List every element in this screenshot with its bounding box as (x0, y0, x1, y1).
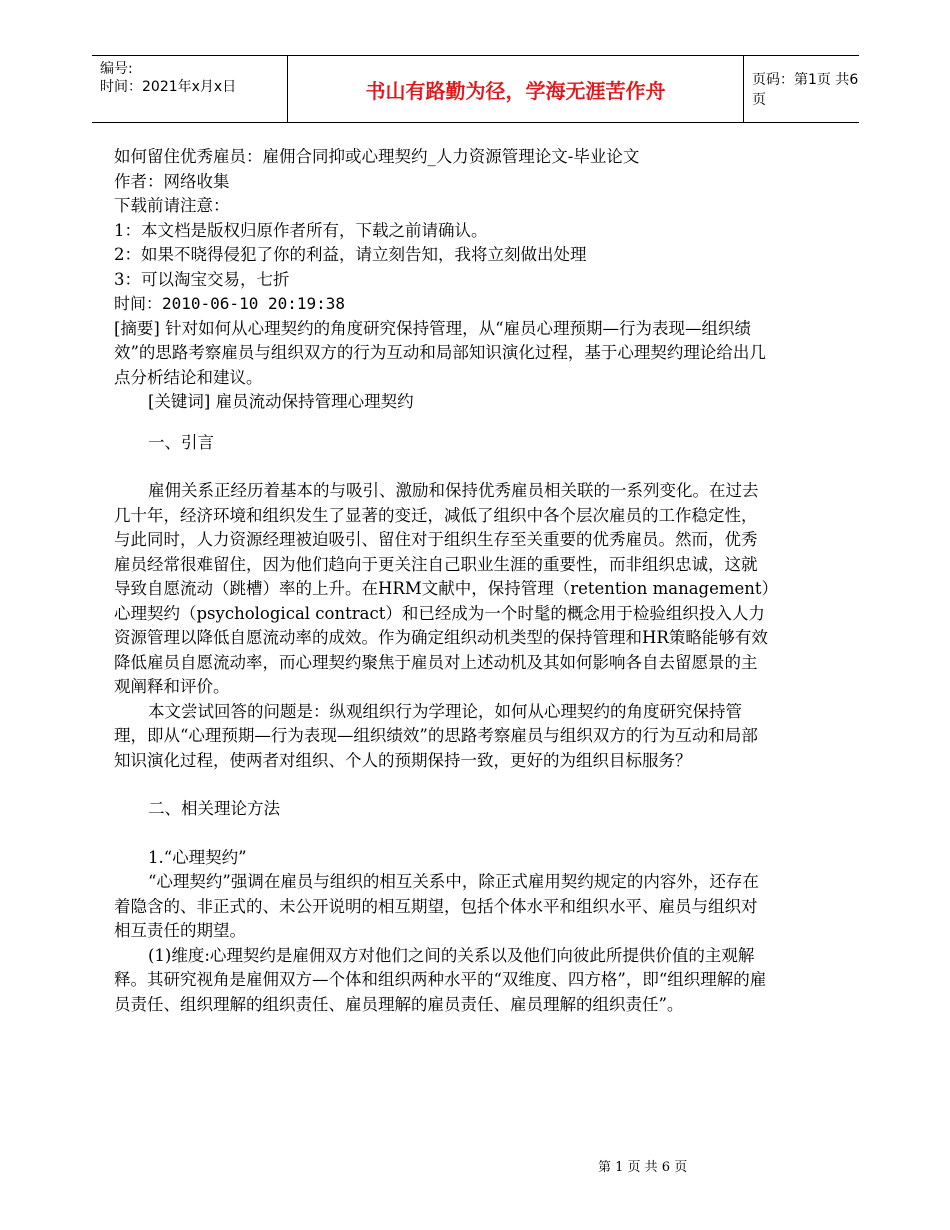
page-footer: 第 1 页 共 6 页 (598, 1160, 688, 1175)
page-label: 页码：第1页 共6页 (752, 72, 859, 108)
section-heading: 一、引言 (148, 432, 214, 452)
notice-item: 2：如果不晓得侵犯了你的利益，请立刻告知，我将立刻做出处理 (114, 245, 587, 264)
number-label: 编号: (100, 61, 133, 77)
motto: 书山有路勤为径，学海无涯苦作舟 (287, 56, 744, 122)
doc-title: 如何留住优秀雇员：雇佣合同抑或心理契约_人力资源管理论文-毕业论文 (114, 147, 640, 166)
abstract: [摘要] 针对如何从心理契约的角度研究保持管理，从“雇员心理预期—行为表现—组织绩效”的思路考察雇员与组织双方的行为互动和局部知识演化过程，基于心理契约理论给出几点分析结论和建议。 (114, 318, 766, 387)
paragraph: 雇佣关系正经历着基本的与吸引、激励和保持优秀雇员相关联的一系列变化。在过去几十年，经济环境和组织发生了显著的变迁，减低了组织中各个层次雇员的工作稳定性，与此同时，人力资源经理被迫吸引、留住对于组织生存至关重要的优秀雇员。然而，优秀雇员经常很难留住，因为他们趋向于更关注自己职业生涯的重要性，而非组织忠诚，这就导致自愿流动（跳槽）率的上升。在HRM文献中，保持管理（retention management）心理契约（psychological contract）和已经成为一个时髦的概念用于检验组织投入人力资源管理以降低自愿流动率的成效。作为确定组织动机类型的保持管理和HR策略能够有效降低雇员自愿流动率，而心理契约聚焦于雇员对上述动机及其如何影响各自去留愿景的主观阐释和评价。 (114, 481, 770, 696)
notice-item: 3：可以淘宝交易，七折 (114, 269, 290, 289)
doc-author: 作者：网络收集 (114, 171, 230, 191)
time-label: 时间：2021年x月x日 (100, 79, 237, 95)
keywords: [关键词] 雇员流动保持管理心理契约 (148, 392, 414, 411)
section-heading: 二、相关理论方法 (148, 799, 280, 818)
notice-heading: 下载前请注意： (114, 196, 230, 215)
header-table (92, 55, 859, 123)
doc-time: 时间：2010-06-10 20:19:38 (114, 294, 346, 313)
paragraph: 本文尝试回答的问题是：纵观组织行为学理论，如何从心理契约的角度研究保持管理，即从“心理预期—行为表现—组织绩效”的思路考察雇员与组织双方的行为互动和局部知识演化过程，使两者对组织、个人的预期保持一致，更好的为组织目标服务？ (114, 701, 758, 770)
paragraph: “心理契约”强调在雇员与组织的相互关系中，除正式雇用契约规定的内容外，还存在着隐含的、非正式的、未公开说明的相互期望，包括个体水平和组织水平、雇员与组织对相互责任的期望。 (114, 872, 759, 940)
subsection-heading: 1.“心理契约” (148, 847, 247, 867)
document-body (114, 145, 770, 1017)
header-left-cell (100, 60, 286, 96)
paragraph: (1)维度:心理契约是雇佣双方对他们之间的关系以及他们向彼此所提供价值的主观解释。其研究视角是雇佣双方—个体和组织两种水平的“双维度、四方格”，即“组织理解的雇员责任、组织理解的组织责任、雇员理解的雇员责任、雇员理解的组织责任”。 (114, 945, 767, 1014)
notice-item: 1：本文档是版权归原作者所有，下载之前请确认。 (114, 220, 488, 240)
